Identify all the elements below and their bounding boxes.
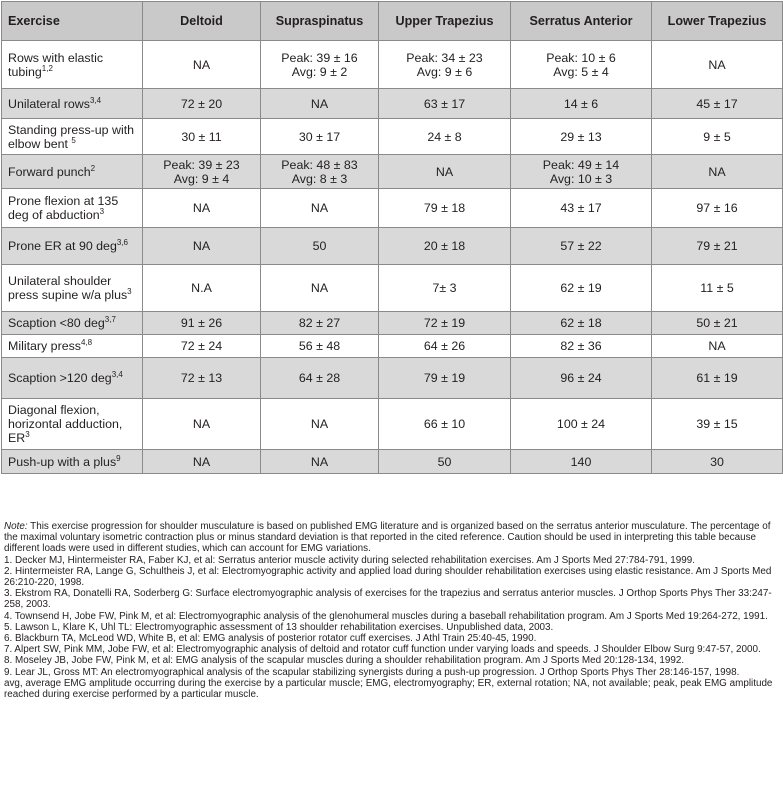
reference-superscript: 3,4 [111,370,123,379]
serratus-anterior-value: 57 ± 22 [511,228,652,265]
supraspinatus-value: NA [261,399,379,450]
deltoid-value: NA [143,450,261,474]
table-row [2,312,783,335]
reference-superscript: 3,6 [116,238,128,247]
serratus-anterior-value: 140 [511,450,652,474]
peak-value: Peak: 39 ± 16 [281,50,358,65]
upper-trapezius-value: 7± 3 [379,265,511,312]
table-row [2,399,783,450]
serratus-anterior-value: 96 ± 24 [511,358,652,399]
serratus-anterior-value: 29 ± 13 [511,119,652,155]
supraspinatus-value: 56 ± 48 [261,335,379,358]
upper-trapezius-value: 63 ± 17 [379,89,511,119]
serratus-anterior-value: 100 ± 24 [511,399,652,450]
reference-superscript: 9 [116,453,121,463]
deltoid-value: NA [143,189,261,228]
peak-value: Peak: 10 ± 6 [546,50,616,65]
serratus-anterior-value: 62 ± 18 [511,312,652,335]
table-body [2,41,783,474]
avg-value: Avg: 9 ± 2 [291,64,348,79]
reference-superscript: 3 [25,430,30,439]
exercise-name: Scaption >120 deg [8,371,112,385]
table-header [2,2,783,41]
emg-table [1,1,783,474]
header-supraspinatus: Supraspinatus [261,2,379,41]
reference-item: 3. Ekstrom RA, Donatelli RA, Soderberg G: Surface electromyographic analysis of exercises for the trapezius and serratus anterior muscles. J Orthop Sports Phys Ther 33:247-258, 2003. [4,588,772,611]
deltoid-value: 72 ± 13 [143,358,261,399]
deltoid-value: NA [143,41,261,89]
peak-value: Peak: 48 ± 83 [281,157,358,172]
deltoid-value: 91 ± 26 [143,312,261,335]
exercise-cell [2,399,143,450]
serratus-anterior-value: 14 ± 6 [511,89,652,119]
reference-item: 9. Lear JL, Gross MT: An electromyographical analysis of the scapular stabilizing synergists during a push-up progression. J Orthop Sports Phys Ther 28:146-157, 1998. [4,666,740,678]
reference-superscript: 3,4 [89,95,102,105]
supraspinatus-value: 50 [261,228,379,265]
table-row [2,450,783,474]
reference-item: 7. Alpert SW, Pink MM, Jobe FW, et al: Electromyographic analysis of deltoid and rotator cuff function under varying loads and speeds. J Shoulder Elbow Surg 9:47-57, 2000. [4,644,761,656]
reference-superscript: 3 [127,287,132,296]
exercise-cell [2,89,143,119]
exercise-name: Military press [8,339,81,353]
lower-trapezius-value: NA [652,41,783,89]
supraspinatus-value: NA [261,450,379,474]
exercise-cell [2,358,143,399]
deltoid-value: 72 ± 24 [143,335,261,358]
reference-superscript: 3,7 [104,315,116,324]
upper-trapezius-value: 24 ± 8 [379,119,511,155]
lower-trapezius-value: 9 ± 5 [652,119,783,155]
table-row [2,155,783,189]
note-paragraph [4,521,780,555]
reference-item: 4. Townsend H, Jobe FW, Pink M, et al: Electromyographic analysis of the glenohumeral muscles during a baseball rehabilitation program. Am J Sports Med 19:264-272, 1991. [4,610,768,622]
reference-superscript: 3 [99,207,105,216]
supraspinatus-value: 64 ± 28 [261,358,379,399]
upper-trapezius-value: 72 ± 19 [379,312,511,335]
exercise-name: Forward punch [8,164,91,179]
lower-trapezius-value: 45 ± 17 [652,89,783,119]
reference-superscript: 5 [71,135,76,145]
header-deltoid: Deltoid [143,2,261,41]
table-notes [4,521,780,700]
deltoid-value: 72 ± 20 [143,89,261,119]
deltoid-value: 30 ± 11 [143,119,261,155]
exercise-cell [2,265,143,312]
lower-trapezius-value: NA [652,335,783,358]
header-row [2,2,783,41]
peak-value: Peak: 39 ± 23 [163,157,240,172]
lower-trapezius-value: 79 ± 21 [652,228,783,265]
supraspinatus-value [261,41,379,89]
exercise-name: Scaption <80 deg [8,316,105,330]
exercise-name: Standing press-up with elbow bent [8,122,135,151]
upper-trapezius-value: 66 ± 10 [379,399,511,450]
supraspinatus-value: NA [261,265,379,312]
deltoid-value [143,155,261,189]
serratus-anterior-value: 82 ± 36 [511,335,652,358]
supraspinatus-value: 30 ± 17 [261,119,379,155]
lower-trapezius-value: 50 ± 21 [652,312,783,335]
lower-trapezius-value: 11 ± 5 [652,265,783,312]
peak-value: Peak: 34 ± 23 [406,50,483,65]
avg-value: Avg: 5 ± 4 [553,64,609,79]
note-text: This exercise progression for shoulder musculature is based on published EMG literature and is organized based on the serratus anterior musculature. The percentage of the maximal voluntary isometric contraction plus or minus standard deviation is that reported in the cited reference. Caution should be used in interpreting this table because different loads were used in different studies, which can account for EMG variations. [4,521,771,555]
reference-item: 8. Moseley JB, Jobe FW, Pink M, et al: EMG analysis of the scapular muscles during a shoulder rehabilitation program. Am J Sports Med 20:128-134, 1992. [4,655,685,667]
table-row [2,119,783,155]
reference-superscript: 2 [90,163,96,173]
supraspinatus-value [261,155,379,189]
lower-trapezius-value: 30 [652,450,783,474]
lower-trapezius-value: 97 ± 16 [652,189,783,228]
abbreviations: avg, average EMG amplitude occurring during the exercise by a particular muscle; EMG, electromyography; ER, external rotation; NA, not available; peak, peak EMG amplitude reached during exercise performed by a particular muscle. [4,677,773,701]
table-row [2,41,783,89]
reference-item: 1. Decker MJ, Hintermeister RA, Faber KJ, et al: Serratus anterior muscle activity during selected rehabilitation exercises. Am J Sports Med 27:784-791, 1999. [4,554,696,566]
upper-trapezius-value [379,41,511,89]
table-row [2,89,783,119]
avg-value: Avg: 9 ± 4 [173,171,230,186]
exercise-cell [2,41,143,89]
reference-superscript: 4,8 [80,338,93,347]
lower-trapezius-value: 39 ± 15 [652,399,783,450]
supraspinatus-value: NA [261,89,379,119]
exercise-cell [2,312,143,335]
reference-item: 2. Hintermeister RA, Lange G, Schultheis J, et al: Electromyographic activity and applied load during shoulder rehabilitation exercises using elastic resistance. Am J Sports Med 26:210-220, 1998. [4,565,772,589]
header-exercise: Exercise [2,2,143,41]
exercise-cell [2,119,143,155]
deltoid-value: NA [143,228,261,265]
exercise-cell [2,450,143,474]
exercise-cell [2,335,143,358]
exercise-name: Prone flexion at 135 deg of abduction [8,194,119,222]
serratus-anterior-value: 62 ± 19 [511,265,652,312]
serratus-anterior-value: 43 ± 17 [511,189,652,228]
upper-trapezius-value: 79 ± 18 [379,189,511,228]
deltoid-value: NA [143,399,261,450]
header-upper-trapezius: Upper Trapezius [379,2,511,41]
serratus-anterior-value [511,41,652,89]
reference-item: 6. Blackburn TA, McLeod WD, White B, et al: EMG analysis of posterior rotator cuff exercises. J Athl Train 25:40-45, 1990. [4,633,537,645]
table-row [2,189,783,228]
avg-value: Avg: 8 ± 3 [291,171,348,186]
upper-trapezius-value: 79 ± 19 [379,358,511,399]
upper-trapezius-value: NA [379,155,511,189]
exercise-cell [2,228,143,265]
peak-value: Peak: 49 ± 14 [542,157,620,172]
lower-trapezius-value: NA [652,155,783,189]
upper-trapezius-value: 20 ± 18 [379,228,511,265]
header-lower-trapezius: Lower Trapezius [652,2,783,41]
upper-trapezius-value: 64 ± 26 [379,335,511,358]
exercise-cell [2,189,143,228]
avg-value: Avg: 10 ± 3 [549,171,613,186]
exercise-name: Unilateral shoulder press supine w/a plus [8,274,128,302]
exercise-name: Rows with elastic tubing [8,50,104,79]
exercise-name: Prone ER at 90 deg [8,239,117,253]
exercise-name: Diagonal flexion, horizontal adduction, ER [8,403,123,445]
supraspinatus-value: 82 ± 27 [261,312,379,335]
header-serratus-anterior: Serratus Anterior [511,2,652,41]
upper-trapezius-value: 50 [379,450,511,474]
serratus-anterior-value [511,155,652,189]
table-row [2,358,783,399]
exercise-cell [2,155,143,189]
avg-value: Avg: 9 ± 6 [416,64,473,79]
supraspinatus-value: NA [261,189,379,228]
exercise-name: Push-up with a plus [8,454,117,469]
exercise-name: Unilateral rows [8,96,90,111]
deltoid-value: N.A [143,265,261,312]
table-row [2,335,783,358]
reference-item: 5. Lawson L, Klare K, Uhl TL: Electromyographic assessment of 13 shoulder rehabilitation exercises. Unpublished data, 2003. [4,621,554,633]
reference-superscript: 1,2 [41,63,53,73]
reference-list [4,555,780,678]
lower-trapezius-value: 61 ± 19 [652,358,783,399]
table-row [2,228,783,265]
table-row [2,265,783,312]
note-label: Note: [4,521,28,532]
